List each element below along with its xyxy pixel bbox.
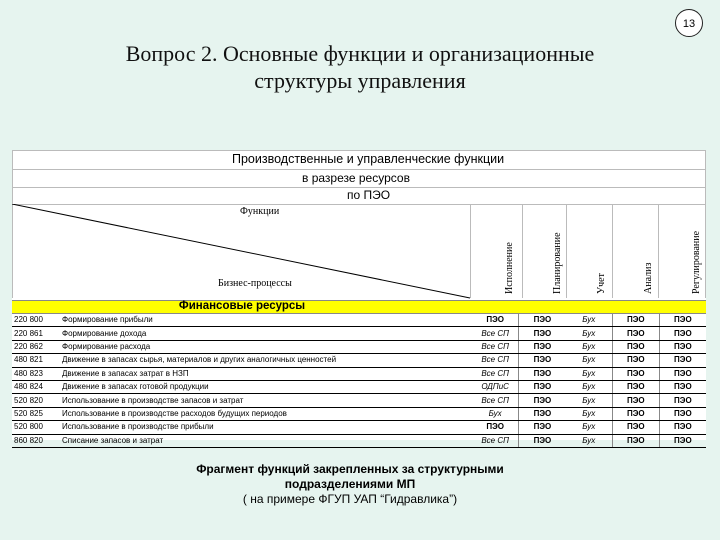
cell-accounting: Бух	[566, 327, 613, 340]
cell-execution: ПЭО	[472, 314, 519, 327]
row-name: Движение в запасах готовой продукции	[60, 380, 472, 393]
table-row	[12, 354, 706, 367]
table-row	[12, 421, 706, 434]
column-header-analysis: Анализ	[643, 262, 654, 294]
section-title: Финансовые ресурсы	[178, 300, 306, 312]
section-financial-resources	[12, 300, 706, 314]
caption-line-2: подразделениями МП	[284, 477, 416, 491]
cell-regulation: ПЭО	[659, 380, 706, 393]
row-code: 220 861	[12, 327, 60, 340]
row-name: Формирование прибыли	[60, 314, 472, 327]
cell-planning: ПЭО	[519, 380, 566, 393]
cell-execution: ОДПиС	[472, 380, 519, 393]
cell-regulation: ПЭО	[659, 367, 706, 380]
row-code: 520 825	[12, 407, 60, 420]
column-header-accounting: Учет	[596, 273, 607, 294]
header-line-2: в разрезе ресурсов	[302, 171, 410, 185]
cell-accounting: Бух	[566, 367, 613, 380]
cell-planning: ПЭО	[519, 434, 566, 447]
cell-accounting: Бух	[566, 380, 613, 393]
cell-analysis: ПЭО	[612, 421, 659, 434]
cell-execution: Все СП	[472, 354, 519, 367]
cell-accounting: Бух	[566, 394, 613, 407]
cell-accounting: Бух	[566, 340, 613, 353]
column-header-regulation: Регулирование	[691, 230, 702, 294]
cell-regulation: ПЭО	[659, 394, 706, 407]
row-name: Движение в запасах затрат в НЗП	[60, 367, 472, 380]
column-header-execution: Исполнение	[504, 242, 515, 294]
row-code: 220 800	[12, 314, 60, 327]
slide-number: 13	[675, 9, 703, 37]
cell-analysis: ПЭО	[612, 380, 659, 393]
cell-regulation: ПЭО	[659, 314, 706, 327]
title-line-1: Вопрос 2. Основные функции и организационные	[125, 41, 595, 66]
cell-regulation: ПЭО	[659, 327, 706, 340]
cell-regulation: ПЭО	[659, 354, 706, 367]
cell-planning: ПЭО	[519, 407, 566, 420]
cell-accounting: Бух	[566, 354, 613, 367]
cell-execution: Все СП	[472, 394, 519, 407]
header-line-1: Производственные и управленческие функции	[232, 152, 505, 166]
table-row	[12, 314, 706, 327]
cell-analysis: ПЭО	[612, 327, 659, 340]
cell-execution: Все СП	[472, 327, 519, 340]
header-line-3: по ПЭО	[347, 188, 391, 202]
row-name: Движение в запасах сырья, материалов и других аналогичных ценностей	[60, 354, 472, 367]
row-code: 520 800	[12, 421, 60, 434]
cell-regulation: ПЭО	[659, 421, 706, 434]
cell-analysis: ПЭО	[612, 434, 659, 447]
table-row	[12, 407, 706, 420]
row-code: 480 821	[12, 354, 60, 367]
table-header	[12, 150, 706, 298]
table-row	[12, 327, 706, 340]
cell-planning: ПЭО	[519, 340, 566, 353]
cell-analysis: ПЭО	[612, 367, 659, 380]
row-name: Использование в производстве прибыли	[60, 421, 472, 434]
cell-planning: ПЭО	[519, 327, 566, 340]
row-code: 220 862	[12, 340, 60, 353]
row-code: 860 820	[12, 434, 60, 447]
caption-line-1: Фрагмент функций закрепленных за структурными	[196, 462, 504, 476]
table-row	[12, 367, 706, 380]
cell-planning: ПЭО	[519, 314, 566, 327]
functions-table	[12, 314, 706, 448]
cell-regulation: ПЭО	[659, 340, 706, 353]
functions-label: Функции	[240, 206, 280, 217]
table-row	[12, 340, 706, 353]
cell-analysis: ПЭО	[612, 354, 659, 367]
title-line-2: структуры управления	[254, 68, 466, 93]
row-name: Использование в производстве расходов будущих периодов	[60, 407, 472, 420]
processes-label: Бизнес-процессы	[218, 278, 292, 289]
cell-execution: Все СП	[472, 340, 519, 353]
cell-accounting: Бух	[566, 421, 613, 434]
cell-execution: Бух	[472, 407, 519, 420]
caption-line-3: ( на примере ФГУП УАП “Гидравлика”)	[242, 492, 458, 506]
table-row	[12, 394, 706, 407]
caption	[140, 462, 560, 507]
cell-accounting: Бух	[566, 407, 613, 420]
cell-execution: Все СП	[472, 434, 519, 447]
row-code: 520 820	[12, 394, 60, 407]
cell-planning: ПЭО	[519, 394, 566, 407]
cell-analysis: ПЭО	[612, 407, 659, 420]
row-name: Формирование расхода	[60, 340, 472, 353]
cell-analysis: ПЭО	[612, 394, 659, 407]
cell-execution: ПЭО	[472, 421, 519, 434]
row-code: 480 823	[12, 367, 60, 380]
cell-regulation: ПЭО	[659, 434, 706, 447]
row-name: Формирование дохода	[60, 327, 472, 340]
cell-planning: ПЭО	[519, 354, 566, 367]
cell-accounting: Бух	[566, 434, 613, 447]
table-row	[12, 380, 706, 393]
cell-regulation: ПЭО	[659, 407, 706, 420]
cell-analysis: ПЭО	[612, 314, 659, 327]
cell-execution: Все СП	[472, 367, 519, 380]
row-name: Списание запасов и затрат	[60, 434, 472, 447]
table-row	[12, 434, 706, 447]
column-header-planning: Планирование	[552, 232, 563, 294]
row-code: 480 824	[12, 380, 60, 393]
cell-accounting: Бух	[566, 314, 613, 327]
row-name: Использование в производстве запасов и затрат	[60, 394, 472, 407]
cell-analysis: ПЭО	[612, 340, 659, 353]
slide-title	[60, 40, 660, 94]
cell-planning: ПЭО	[519, 421, 566, 434]
cell-planning: ПЭО	[519, 367, 566, 380]
